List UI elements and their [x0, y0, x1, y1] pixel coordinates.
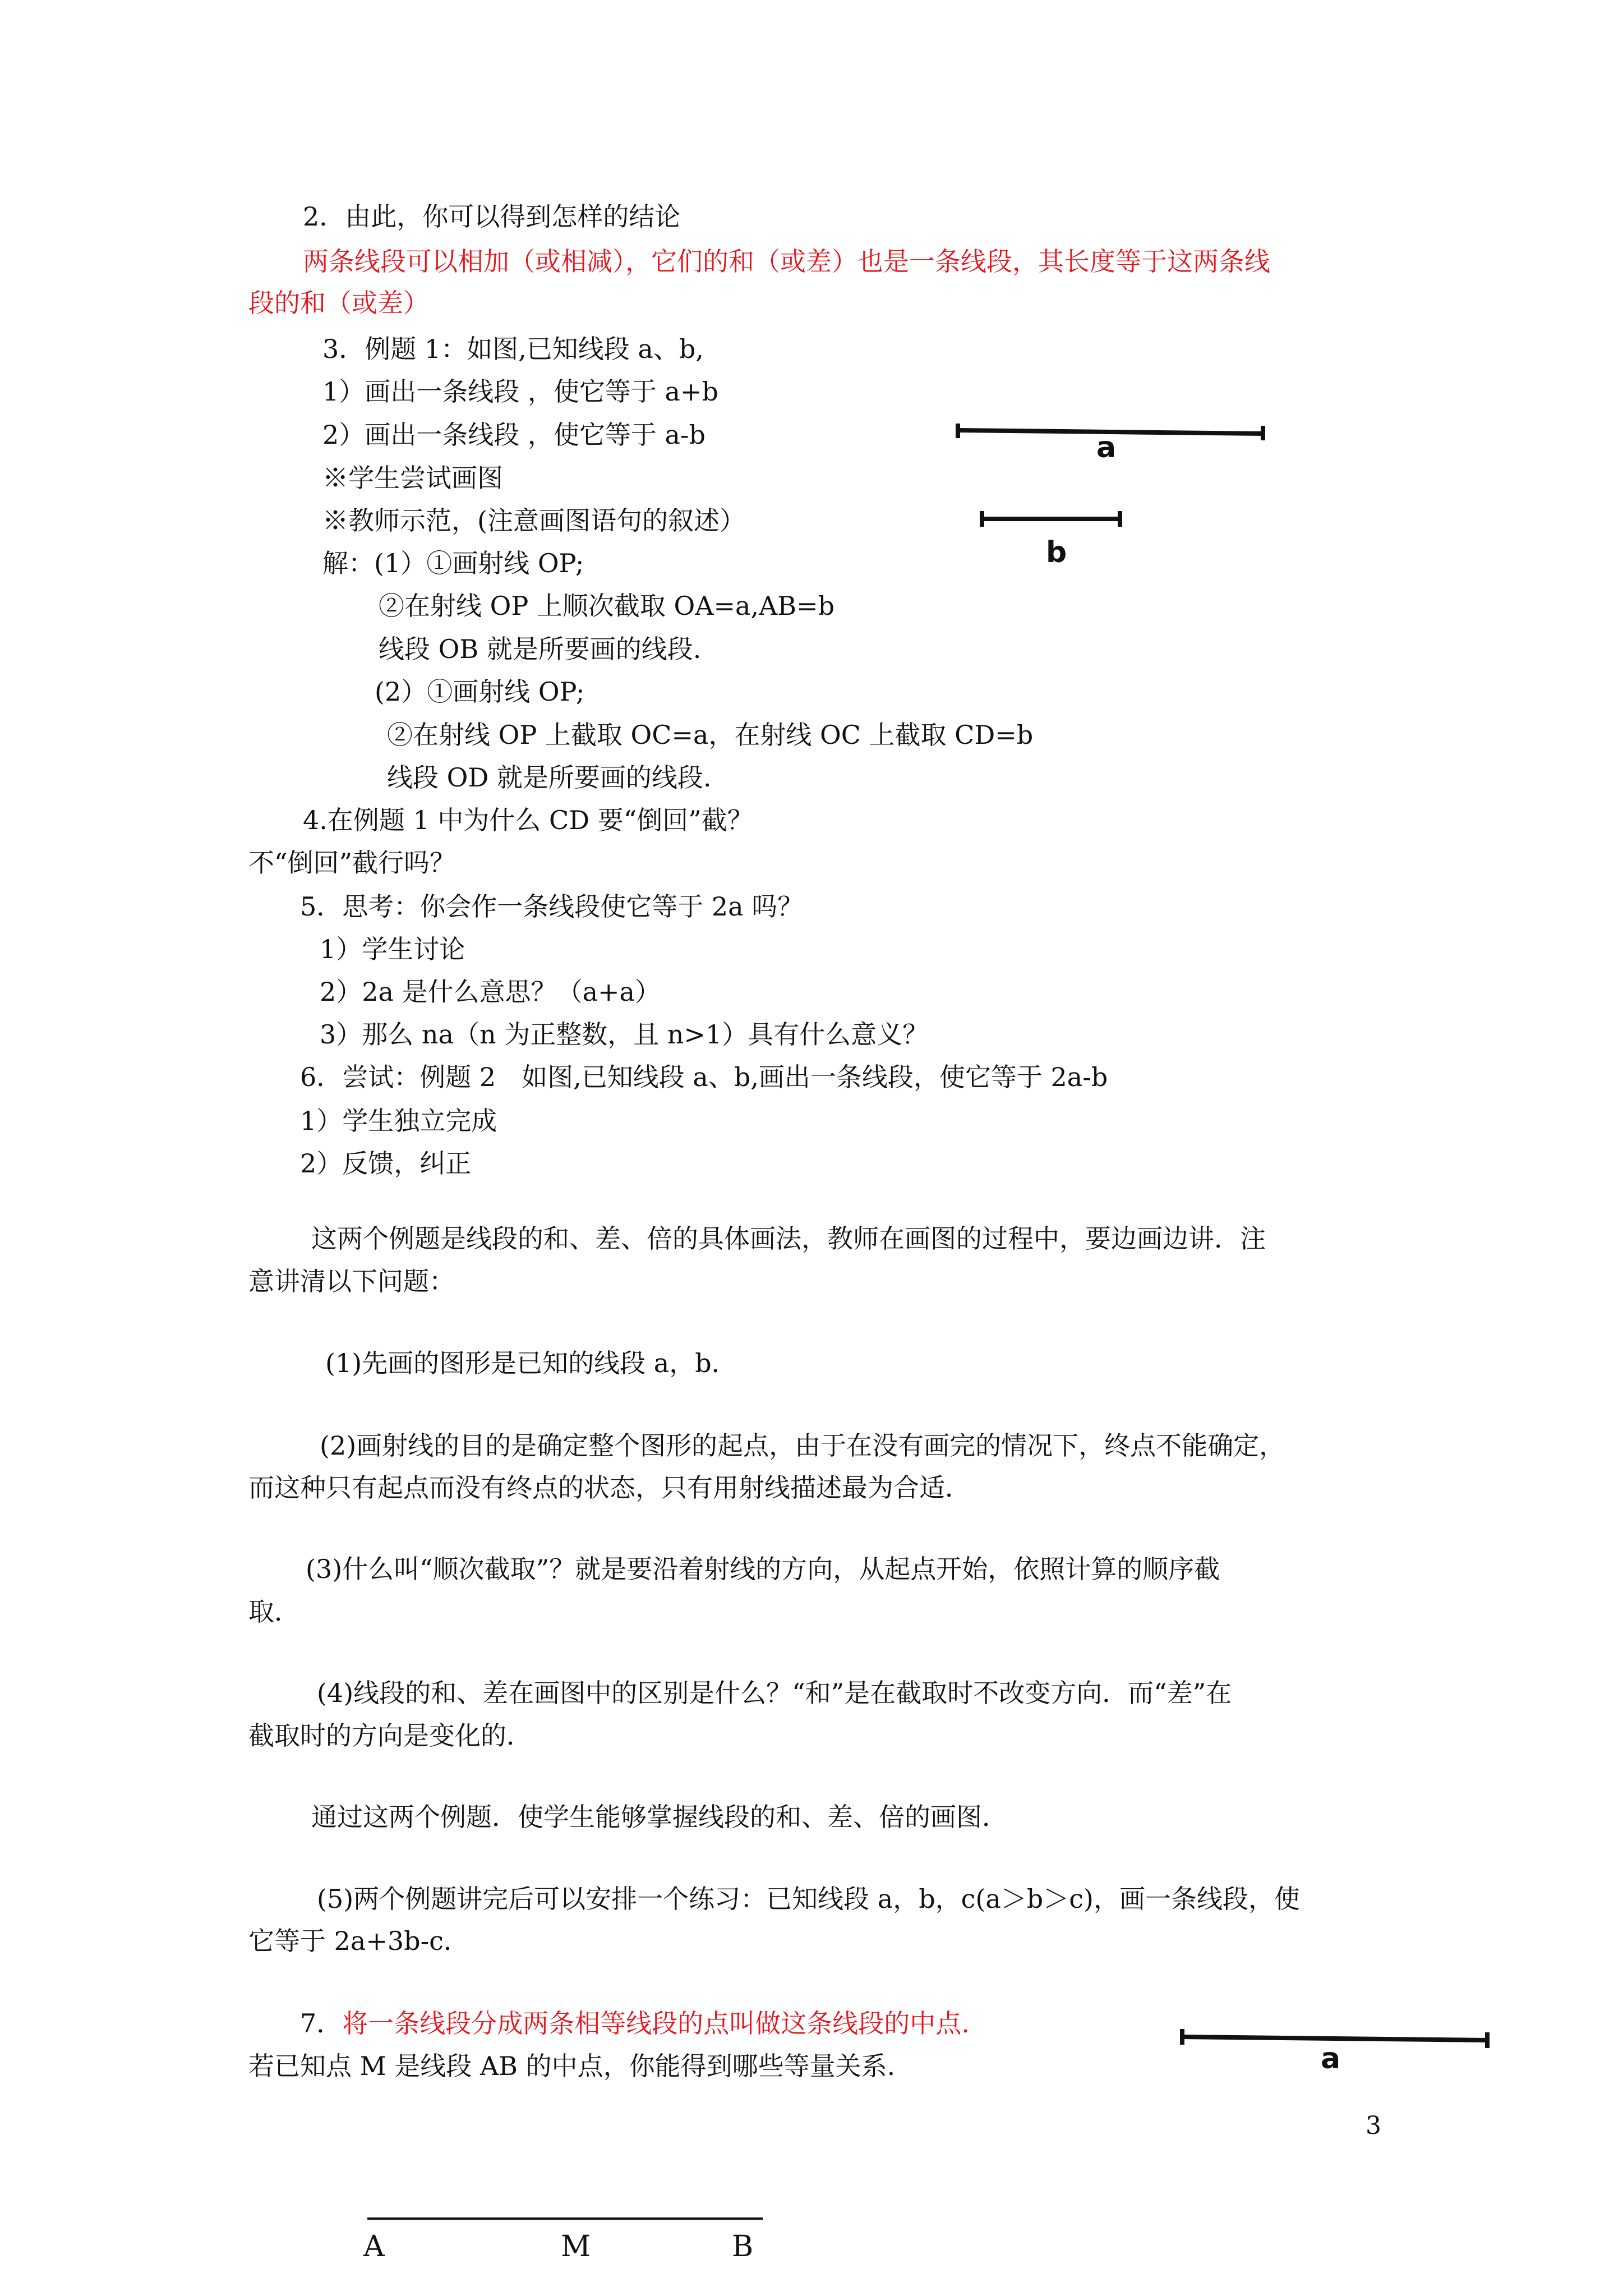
text-line: (1)先画的图形是已知的线段 a，b． [325, 1348, 737, 1378]
text-line: 2）画出一条线段 ，使它等于 a-b [322, 420, 706, 450]
segment-a2-label: a [1321, 2042, 1341, 2076]
text-line: (3)什么叫“顺次截取”？就是要沿着射线的方向，从起点开始，依照计算的顺序截 [306, 1554, 1220, 1584]
text-line: 1）学生讨论 [320, 934, 465, 964]
segment-b-label: b [1046, 536, 1067, 569]
text-line: (4)线段的和、差在画图中的区别是什么？“和”是在截取时不改变方向．而“差”在 [317, 1678, 1232, 1708]
text-line: 线段 OD 就是所要画的线段. [387, 762, 712, 793]
text-line: 2．由此，你可以得到怎样的结论 [303, 201, 681, 232]
midpoint-definition: 将一条线段分成两条相等线段的点叫做这条线段的中点. [342, 2008, 970, 2039]
text-line: ②在射线 OP 上顺次截取 OA=a,AB=b [379, 591, 835, 621]
text-line: (5)两个例题讲完后可以安排一个练习：已知线段 a，b，c(a＞b＞c)，画一条线段，使 [317, 1884, 1300, 1914]
text-line: 线段 OB 就是所要画的线段. [379, 634, 702, 664]
text-line: 4.在例题 1 中为什么 CD 要“倒回”截？ [303, 805, 753, 835]
segment-b-figure [979, 508, 1124, 530]
item-number: 7． [300, 2008, 343, 2039]
text-line-highlight: 段的和（或差） [248, 288, 429, 318]
text-line: ※学生尝试画图 [322, 463, 503, 493]
text-line: (2）①画射线 OP; [375, 677, 585, 707]
segment-a2-line [1182, 2037, 1487, 2040]
text-line: 3）那么 na（n 为正整数，且 n>1）具有什么意义？ [320, 1019, 929, 1050]
text-line: ※教师示范，(注意画图语句的叙述） [322, 505, 745, 536]
point-a-label: A [363, 2230, 385, 2263]
text-line: 2）2a 是什么意思？（a+a） [320, 977, 661, 1007]
text-line: 6．尝试：例题 2 如图,已知线段 a、b,画出一条线段，使它等于 2a-b [300, 1062, 1108, 1092]
text-line: 2）反馈，纠正 [300, 1148, 472, 1179]
text-line-highlight: 两条线段可以相加（或相减），它们的和（或差）也是一条线段，其长度等于这两条线 [303, 246, 1270, 277]
text-line: 解：(1）①画射线 OP; [322, 548, 584, 578]
text-line: 3．例题 1：如图,已知线段 a、b, [322, 334, 704, 364]
text-line: 5．思考：你会作一条线段使它等于 2a 吗？ [300, 891, 804, 922]
text-line: 通过这两个例题．使学生能够掌握线段的和、差、倍的画图． [311, 1802, 1008, 1832]
text-line: 意讲清以下问题： [248, 1266, 455, 1296]
text-line: 1）画出一条线段 ，使它等于 a+b [322, 376, 718, 407]
segment-ab-figure [367, 2216, 766, 2221]
page-number: 3 [1366, 2111, 1381, 2140]
segment-a-label: a [1096, 431, 1117, 464]
text-line [300, 2007, 970, 2040]
text-line: 取． [248, 1596, 300, 1627]
text-line: 这两个例题是线段的和、差、倍的具体画法，教师在画图的过程中，要边画边讲．注 [311, 1223, 1266, 1254]
text-line: 不“倒回”截行吗？ [248, 848, 456, 878]
point-m-label: M [561, 2230, 591, 2263]
text-line: 截取时的方向是变化的． [248, 1720, 532, 1751]
text-line: (2)画射线的目的是确定整个图形的起点，由于在没有画完的情况下，终点不能确定， [320, 1430, 1285, 1461]
text-line: 它等于 2a+3b-c． [248, 1926, 469, 1956]
point-b-label: B [732, 2230, 754, 2263]
text-line: 若已知点 M 是线段 AB 的中点，你能得到哪些等量关系. [248, 2051, 896, 2081]
text-line: ②在射线 OP 上截取 OC=a，在射线 OC 上截取 CD=b [387, 720, 1034, 750]
text-line: 而这种只有起点而没有终点的状态，只有用射线描述最为合适． [248, 1473, 971, 1503]
text-line: 1）学生独立完成 [300, 1106, 497, 1136]
